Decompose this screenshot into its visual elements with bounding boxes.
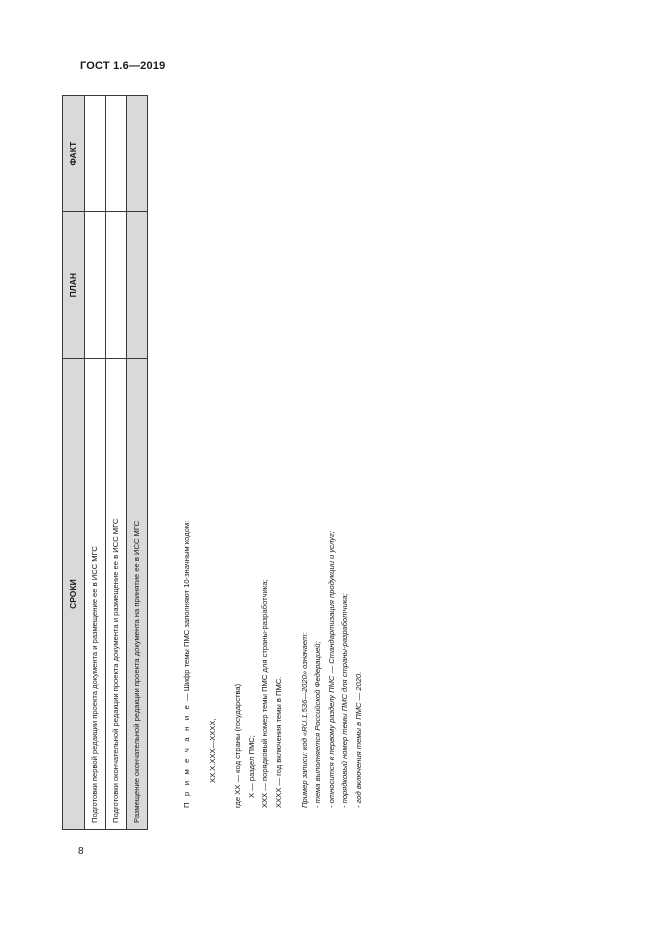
legend-line: где ХХ — код страны (государства) bbox=[233, 683, 243, 808]
page-number: 8 bbox=[78, 846, 84, 857]
example-line: - тема выполняется Российской Федерацией; bbox=[313, 641, 323, 808]
rotated-content bbox=[62, 95, 363, 830]
column-header-plan: ПЛАН bbox=[63, 212, 85, 359]
note-block bbox=[180, 108, 366, 808]
legend-line: Х — раздел ПМС; bbox=[246, 735, 256, 798]
table-row bbox=[106, 96, 127, 830]
column-header-terms: СРОКИ bbox=[63, 359, 85, 830]
example-line: - порядковый номер темы ПМС для страны-разработчика; bbox=[340, 593, 350, 808]
table-row bbox=[127, 96, 148, 830]
note-text: — Шифр темы ПМС заполняют 10-значным кодом: bbox=[182, 520, 191, 703]
row-label: Размещение окончательной редакции проекта документа на принятие ее в ИСС МГС bbox=[127, 359, 148, 830]
legend-line: ХХХ — порядковый номер темы ПМС для страны-разработчика; bbox=[260, 579, 270, 808]
row-label: Подготовки окончательной редакции проекта документа и размещение ее в ИСС МГС bbox=[106, 359, 127, 830]
row-fact-cell bbox=[85, 96, 106, 212]
table-header-row bbox=[63, 96, 85, 830]
note-prefix: П р и м е ч а н и е bbox=[182, 703, 191, 808]
row-plan-cell bbox=[85, 212, 106, 359]
document-header: ГОСТ 1.6—2019 bbox=[80, 60, 166, 72]
example-line: - относится к первому разделу ПМС — Стандартизация продукции и услуг; bbox=[326, 531, 336, 808]
note-line bbox=[180, 108, 194, 808]
row-plan-cell bbox=[106, 212, 127, 359]
code-format: ХХ.Х.ХХХ—ХХХХ, bbox=[207, 718, 217, 783]
row-fact-cell bbox=[127, 96, 148, 212]
table-row bbox=[85, 96, 106, 830]
row-label: Подготовки первой редакции проекта документа и размещение ее в ИСС МГС bbox=[85, 359, 106, 830]
legend-line: ХХХХ — год включения темы в ПМС. bbox=[273, 676, 283, 808]
example-line: Пример записи: код «RU.1.536—2020» означает: bbox=[299, 632, 309, 808]
row-plan-cell bbox=[127, 212, 148, 359]
column-header-fact: ФАКТ bbox=[63, 96, 85, 212]
row-fact-cell bbox=[106, 96, 127, 212]
schedule-table bbox=[62, 95, 148, 830]
example-line: - год включения темы в ПМС — 2020. bbox=[353, 671, 363, 808]
